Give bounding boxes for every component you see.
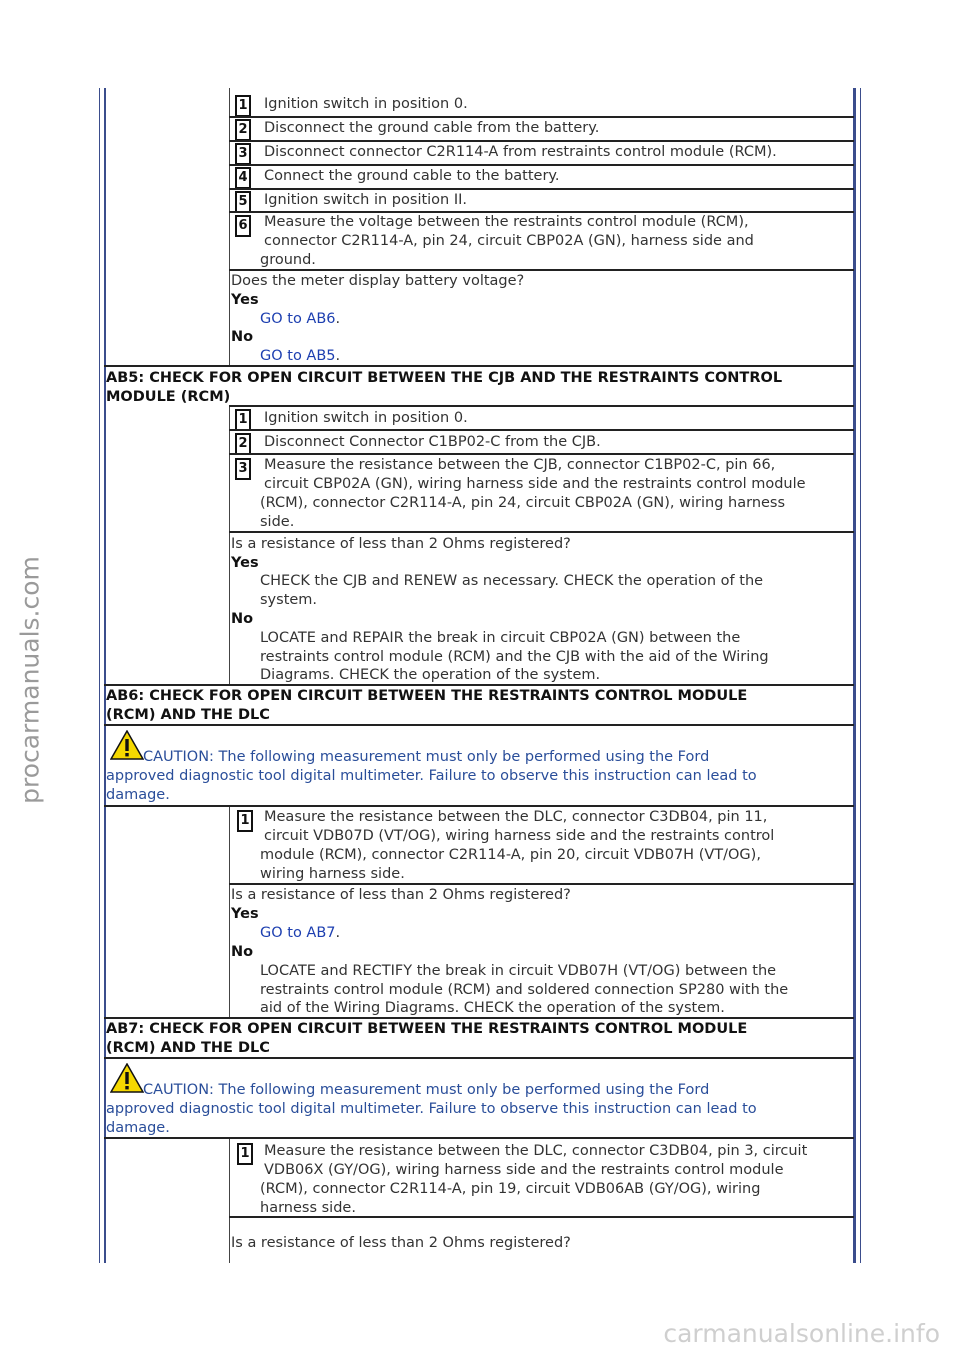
side-watermark: [0, 0, 60, 1358]
step-text: Disconnect the ground cable from the battery.: [264, 120, 600, 136]
step-number: 3: [235, 143, 251, 165]
step-text-line: (RCM), connector C2R114-A, pin 19, circuit VDB06AB (GY/OG), wiring: [260, 1181, 761, 1197]
no-action-line: aid of the Wiring Diagrams. CHECK the operation of the system.: [260, 1000, 725, 1016]
no-action: [260, 347, 340, 366]
section-title-line: AB7: CHECK FOR OPEN CIRCUIT BETWEEN THE RESTRAINTS CONTROL MODULE: [106, 1021, 748, 1037]
step-text: Ignition switch in position 0.: [264, 410, 468, 426]
frame-right-outer: [860, 88, 861, 1263]
yes-action-line: system.: [260, 592, 318, 608]
step-text-line: side.: [260, 514, 295, 530]
column-divider-1: [229, 88, 230, 366]
row-divider: [104, 365, 854, 367]
step-text-line: wiring harness side.: [260, 866, 405, 882]
row-divider: [229, 164, 854, 166]
row-divider: [229, 269, 854, 271]
caution-line: approved diagnostic tool digital multimeter. Failure to observe this instruction can lead to: [106, 768, 757, 784]
section-title-line: AB5: CHECK FOR OPEN CIRCUIT BETWEEN THE CJB AND THE RESTRAINTS CONTROL: [106, 370, 783, 386]
row-divider: [229, 453, 854, 455]
caution-line: CAUTION: The following measurement must only be performed using the Ford: [143, 749, 710, 765]
yes-label: Yes: [231, 906, 259, 922]
caution-line: CAUTION: The following measurement must only be performed using the Ford: [143, 1082, 710, 1098]
result-question: Does the meter display battery voltage?: [231, 273, 525, 289]
side-watermark-text: procarmanuals.com: [15, 556, 45, 804]
step-text: Ignition switch in position 0.: [264, 96, 468, 112]
no-action-line: restraints control module (RCM) and the CJB with the aid of the Wiring: [260, 649, 769, 665]
result-question: Is a resistance of less than 2 Ohms registered?: [231, 887, 571, 903]
frame-right-inner: [853, 88, 856, 1263]
step-text-line: circuit VDB07D (VT/OG), wiring harness side and the restraints control: [264, 828, 775, 844]
yes-action: [260, 310, 340, 329]
step-text-line: Measure the resistance between the DLC, connector C3DB04, pin 3, circuit: [264, 1143, 808, 1159]
step-number: 6: [235, 215, 251, 237]
step-text: Ignition switch in position II.: [264, 192, 468, 208]
yes-action-line: CHECK the CJB and RENEW as necessary. CHECK the operation of the: [260, 573, 764, 589]
step-text-line: connector C2R114-A, pin 24, circuit CBP02A (GN), harness side and: [264, 233, 754, 249]
yes-label: Yes: [231, 555, 259, 571]
caution-line: approved diagnostic tool digital multimeter. Failure to observe this instruction can lead to: [106, 1101, 757, 1117]
period: .: [335, 348, 341, 364]
caution-line: damage.: [106, 787, 170, 803]
row-divider: [104, 1017, 854, 1019]
goto-ab6-link[interactable]: GO to AB6: [260, 311, 336, 327]
step-text: Disconnect connector C2R114-A from restraints control module (RCM).: [264, 144, 777, 160]
row-divider: [229, 188, 854, 190]
goto-ab5-link[interactable]: GO to AB5: [260, 348, 336, 364]
step-text-line: (RCM), connector C2R114-A, pin 24, circuit CBP02A (GN), wiring harness: [260, 495, 786, 511]
row-divider: [229, 405, 854, 407]
no-label: No: [231, 944, 254, 960]
step-number: 2: [235, 119, 251, 141]
row-divider: [229, 140, 854, 142]
column-divider-3: [229, 806, 230, 1018]
step-text: Disconnect Connector C1BP02-C from the CJB.: [264, 434, 601, 450]
step-text-line: ground.: [260, 252, 316, 268]
step-text-line: VDB06X (GY/OG), wiring harness side and the restraints control module: [264, 1162, 784, 1178]
step-number: 1: [235, 409, 251, 431]
column-divider-4: [229, 1138, 230, 1263]
result-question: Is a resistance of less than 2 Ohms registered?: [231, 1235, 571, 1251]
warning-icon: [110, 730, 144, 760]
step-number: 5: [235, 191, 251, 213]
section-title-line: (RCM) AND THE DLC: [106, 1040, 270, 1056]
step-number: 1: [235, 95, 251, 117]
warning-icon: [110, 1063, 144, 1093]
step-text-line: Measure the resistance between the DLC, connector C3DB04, pin 11,: [264, 809, 768, 825]
result-question: Is a resistance of less than 2 Ohms registered?: [231, 536, 571, 552]
yes-action: [260, 924, 340, 943]
row-divider: [104, 724, 854, 726]
step-text-line: circuit CBP02A (GN), wiring harness side and the restraints control module: [264, 476, 806, 492]
section-title-line: (RCM) AND THE DLC: [106, 707, 270, 723]
step-number: 4: [235, 167, 251, 189]
section-title-line: AB6: CHECK FOR OPEN CIRCUIT BETWEEN THE RESTRAINTS CONTROL MODULE: [106, 688, 748, 704]
step-text: Connect the ground cable to the battery.: [264, 168, 560, 184]
period: .: [335, 311, 341, 327]
step-number: 1: [237, 1143, 253, 1165]
step-number: 3: [235, 458, 251, 480]
footer-watermark: carmanualsonline.info: [663, 1319, 940, 1348]
no-action-line: LOCATE and REPAIR the break in circuit CBP02A (GN) between the: [260, 630, 741, 646]
row-divider: [229, 531, 854, 533]
no-action-line: restraints control module (RCM) and soldered connection SP280 with the: [260, 982, 789, 998]
section-title-line: MODULE (RCM): [106, 389, 231, 405]
no-label: No: [231, 329, 254, 345]
row-divider: [104, 684, 854, 686]
row-divider: [229, 1216, 854, 1218]
period: .: [335, 925, 341, 941]
step-number: 2: [235, 433, 251, 455]
row-divider: [104, 1137, 854, 1139]
step-text-line: Measure the resistance between the CJB, connector C1BP02-C, pin 66,: [264, 457, 776, 473]
step-number: 1: [237, 810, 253, 832]
frame-left-inner: [104, 88, 106, 1263]
no-label: No: [231, 611, 254, 627]
no-action-line: Diagrams. CHECK the operation of the system.: [260, 667, 601, 683]
row-divider: [104, 1057, 854, 1059]
row-divider: [229, 116, 854, 118]
row-divider: [229, 883, 854, 885]
row-divider: [104, 805, 854, 807]
yes-label: Yes: [231, 292, 259, 308]
goto-ab7-link[interactable]: GO to AB7: [260, 925, 336, 941]
no-action-line: LOCATE and RECTIFY the break in circuit VDB07H (VT/OG) between the: [260, 963, 777, 979]
column-divider-2: [229, 406, 230, 684]
step-text-line: harness side.: [260, 1200, 356, 1216]
row-divider: [229, 429, 854, 431]
frame-left-outer: [99, 88, 100, 1263]
caution-line: damage.: [106, 1120, 170, 1136]
step-text-line: module (RCM), connector C2R114-A, pin 20, circuit VDB07H (VT/OG),: [260, 847, 761, 863]
step-text-line: Measure the voltage between the restraints control module (RCM),: [264, 214, 749, 230]
